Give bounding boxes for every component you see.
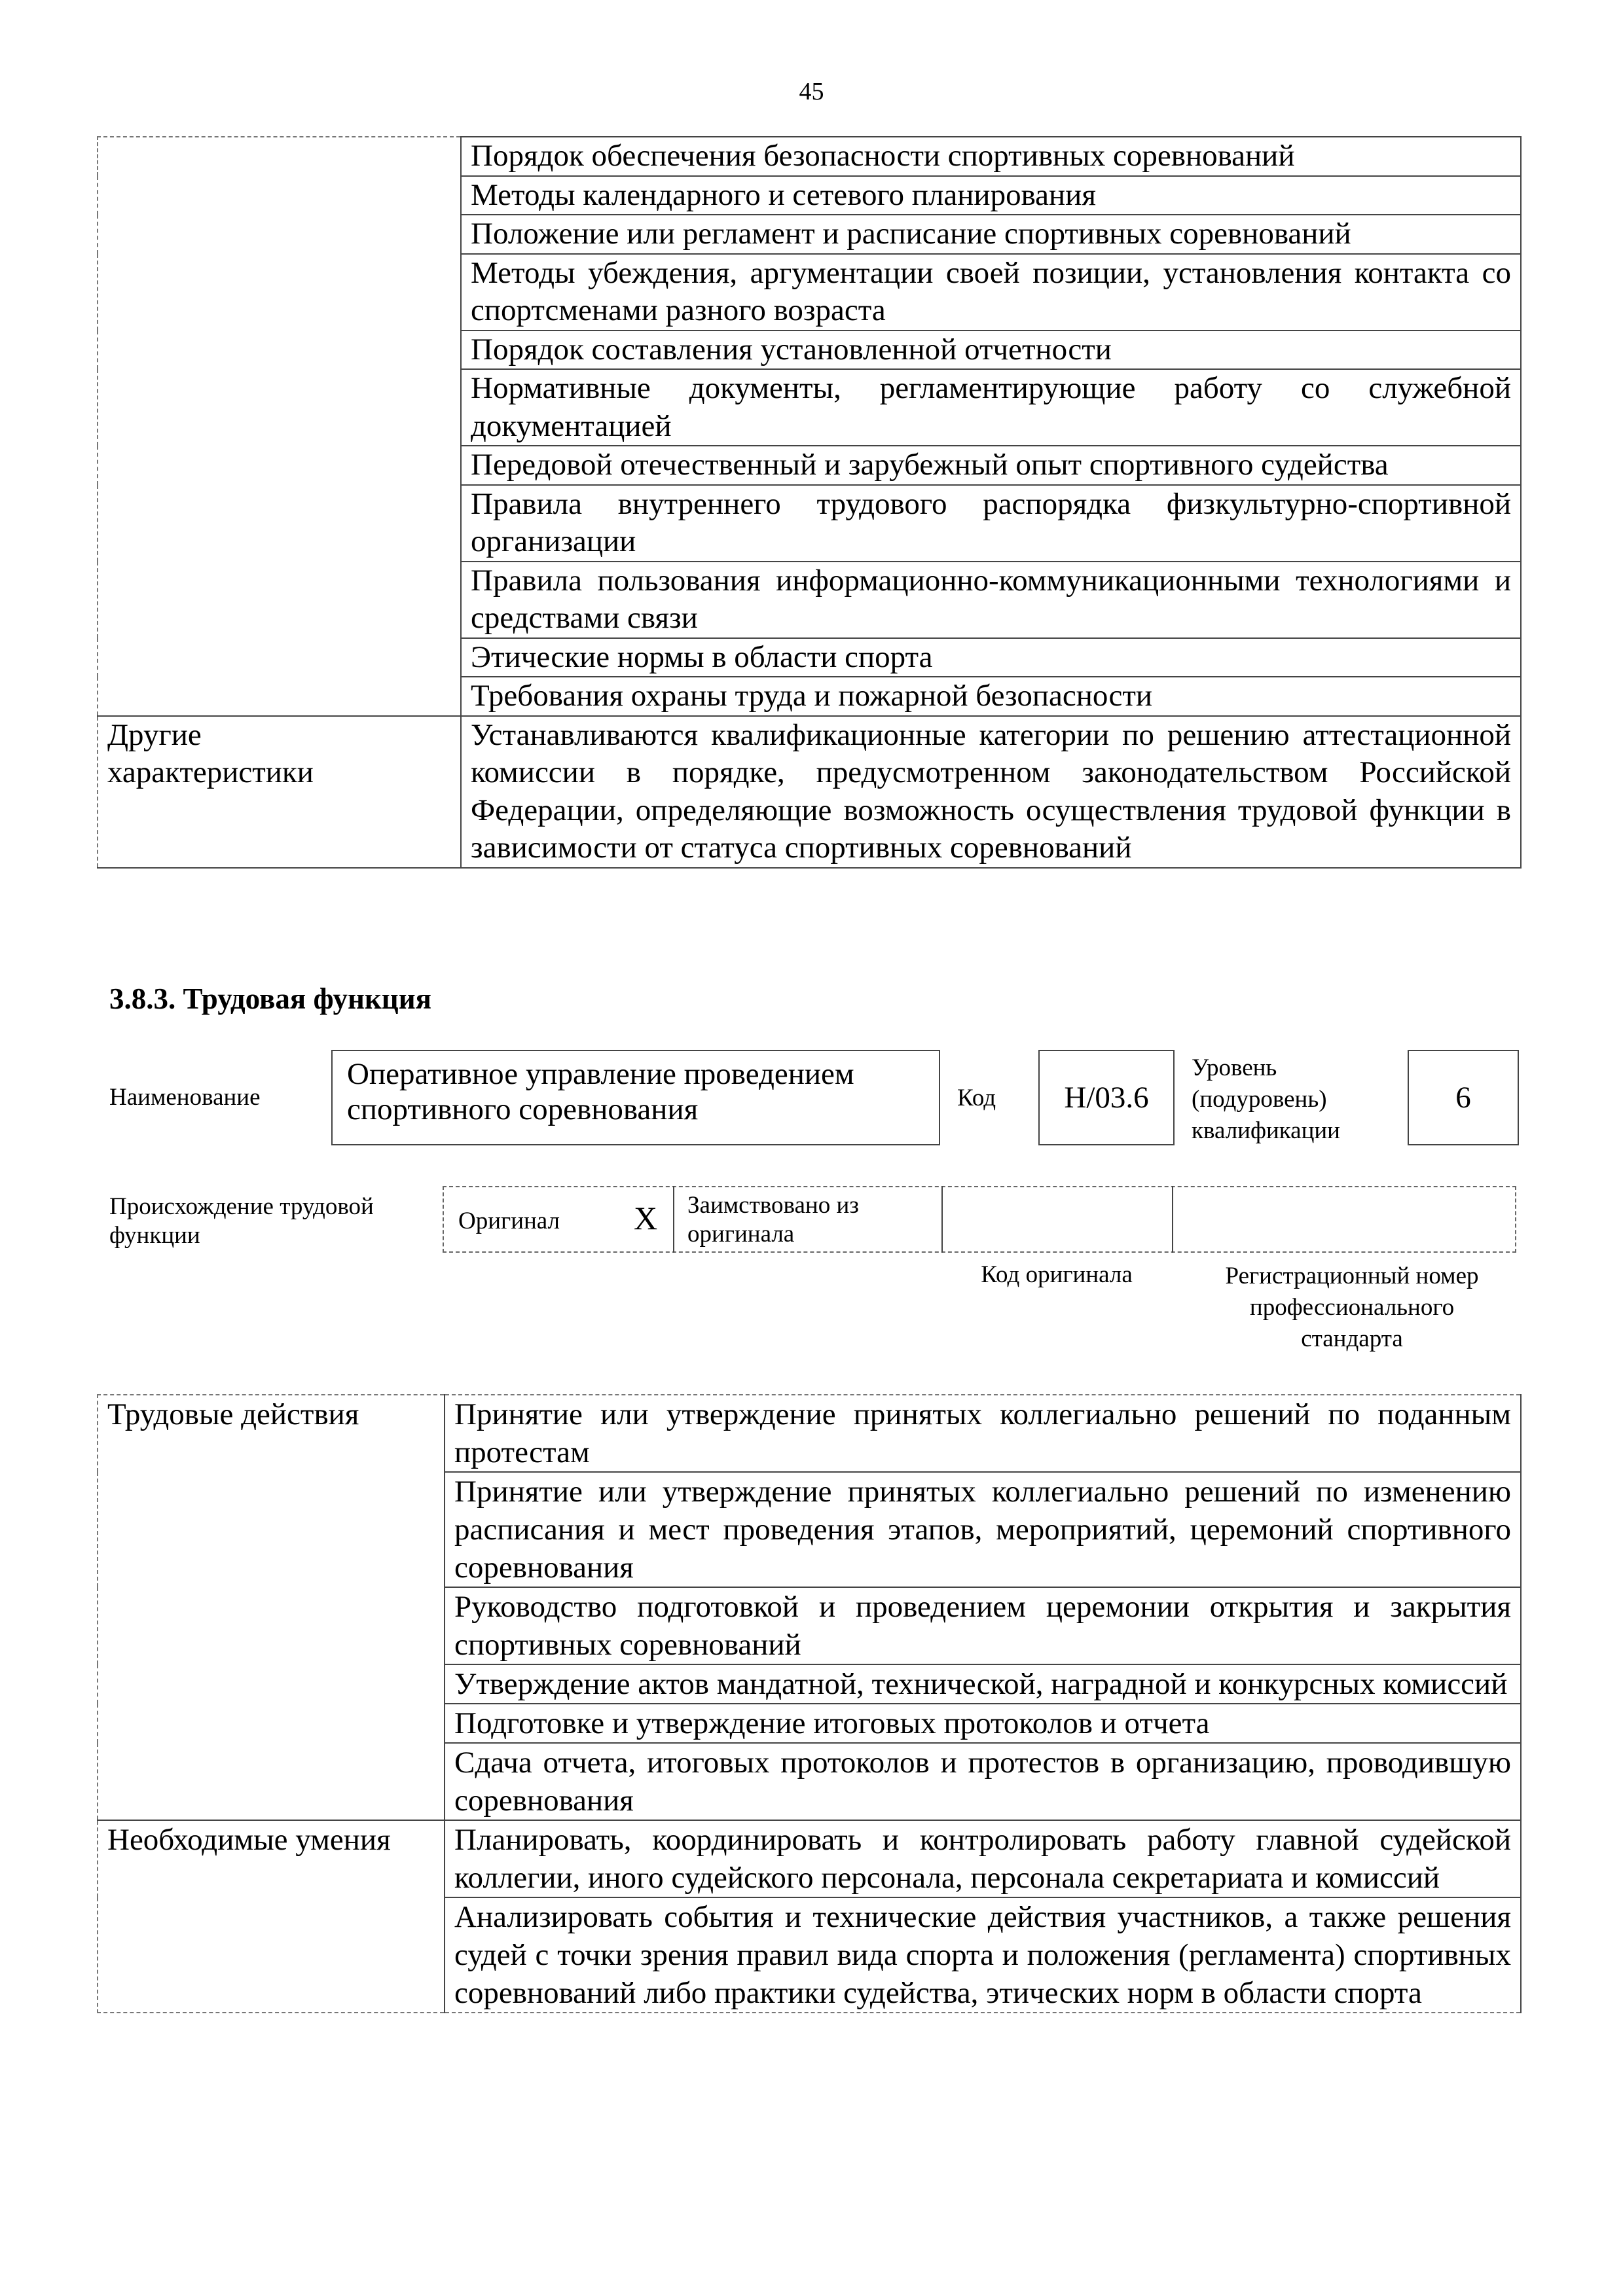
knowledge-item: Требования охраны труда и пожарной безопасности <box>461 677 1521 716</box>
labor-action-item: Руководство подготовкой и проведением церемонии открытия и закрытия спортивных соревнований <box>445 1587 1521 1664</box>
labor-action-item: Утверждение актов мандатной, технической, наградной и конкурсных комиссий <box>445 1664 1521 1704</box>
labor-action-item: Сдача отчета, итоговых протоколов и протестов в организацию, проводившую соревнования <box>445 1743 1521 1820</box>
other-characteristics-text: Устанавливаются квалификационные категории по решению аттестационной комиссии в порядке, предусмотренном законодательством Российской Федерации, определяющие возможность осуществления трудовой функции в зависимости от статуса спортивных соревнований <box>461 716 1521 868</box>
labor-action-item: Принятие или утверждение принятых коллегиально решений по изменению расписания и мест проведения этапов, мероприятий, церемоний спортивного соревнования <box>445 1472 1521 1587</box>
reg-caption: Регистрационный номер профессионального стандарта <box>1225 1263 1479 1352</box>
code-value: Н/03.6 <box>1038 1050 1175 1145</box>
section-heading: 3.8.3. Трудовая функция <box>109 982 432 1015</box>
original-label: Оригинал <box>458 1208 560 1234</box>
knowledge-item: Нормативные документы, регламентирующие работу со служебной документацией <box>461 369 1521 446</box>
original-mark: X <box>634 1200 658 1236</box>
skills-label: Необходимые умения <box>98 1820 445 2013</box>
divider <box>673 1186 674 1253</box>
knowledge-item: Этические нормы в области спорта <box>461 638 1521 677</box>
page-number: 45 <box>799 78 824 105</box>
origin-row <box>443 1186 1516 1253</box>
labor-action-item: Принятие или утверждение принятых коллегиально решений по поданным протестам <box>445 1395 1521 1472</box>
level-value: 6 <box>1408 1050 1519 1145</box>
name-value-box <box>331 1050 940 1145</box>
knowledge-item: Положение или регламент и расписание спортивных соревнований <box>461 215 1521 254</box>
knowledge-item: Правила внутреннего трудового распорядка физкультурно-спортивной организации <box>461 485 1521 562</box>
knowledge-item: Порядок составления установленной отчетности <box>461 331 1521 370</box>
knowledge-label-cell <box>98 137 461 716</box>
skill-item: Планировать, координировать и контролировать работу главной судейской коллегии, иного судейского персонала, персонала секретариата и комиссий <box>445 1820 1521 1897</box>
name-value: Оперативное управление проведением спортивного соревнования <box>347 1057 854 1126</box>
code-caption: Код оригинала <box>981 1261 1133 1288</box>
other-characteristics-label: Другие характеристики <box>98 716 461 868</box>
name-label: Наименование <box>109 1084 261 1111</box>
knowledge-table <box>97 136 1522 869</box>
knowledge-item: Методы убеждения, аргументации своей позиции, установления контакта со спортсменами разного возраста <box>461 254 1521 331</box>
divider <box>1172 1186 1173 1253</box>
labor-function-table <box>97 1394 1522 2013</box>
skill-item: Анализировать события и технические действия участников, а также решения судей с точки зрения правил вида спорта и положения (регламента) спортивных соревнований либо практики судейства, этических норм в области спорта <box>445 1897 1521 2013</box>
knowledge-item: Правила пользования информационно-коммуникационными технологиями и средствами связи <box>461 562 1521 638</box>
labor-actions-label: Трудовые действия <box>98 1395 445 1820</box>
labor-action-item: Подготовке и утверждение итоговых протоколов и отчета <box>445 1704 1521 1743</box>
level-label: Уровень (подуровень) квалификации <box>1192 1054 1340 1144</box>
knowledge-item: Порядок обеспечения безопасности спортивных соревнований <box>461 137 1521 176</box>
code-label: Код <box>957 1085 996 1111</box>
origin-label: Происхождение трудовой функции <box>109 1193 374 1249</box>
borrowed-label: Заимствовано из оригинала <box>687 1192 859 1247</box>
divider <box>941 1186 943 1253</box>
knowledge-item: Методы календарного и сетевого планирования <box>461 176 1521 215</box>
knowledge-item: Передовой отечественный и зарубежный опыт спортивного судейства <box>461 446 1521 485</box>
